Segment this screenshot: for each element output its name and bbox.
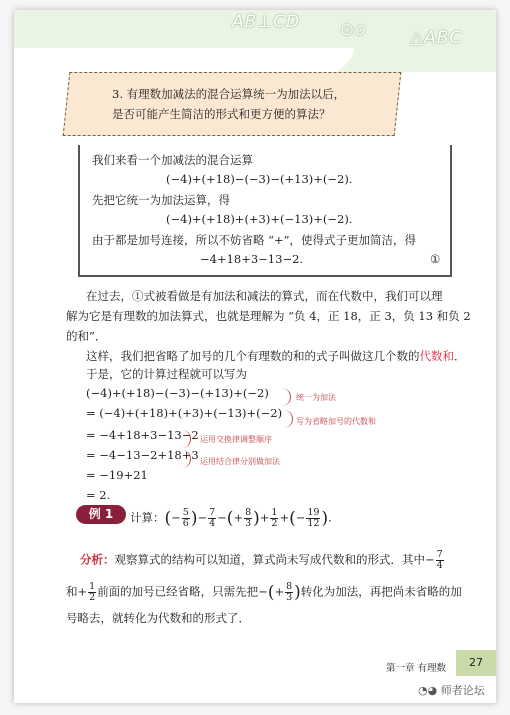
fraction: $\frac{7}{4}$	[209, 507, 216, 529]
header-deco-circle: ⊙o	[340, 20, 367, 40]
question-line: 3. 有理数加减法的混合运算统一为加法以后，	[112, 87, 346, 101]
page-number: 27	[456, 650, 496, 676]
analysis-text: 和	[66, 584, 78, 599]
fraction: $\frac{8}{3}$	[245, 507, 252, 529]
fraction: $\frac{1}{2}$	[89, 581, 96, 603]
equation-number: ①	[430, 252, 441, 266]
step-line: = (−4)+(+18)+(+3)+(−13)+(−2)	[86, 406, 283, 420]
fraction: $\frac{7}{4}$	[436, 549, 443, 571]
box-line: 我们来看一个加减法的混合运算	[92, 153, 253, 167]
textbook-page	[14, 10, 496, 703]
annotation-note: 写为省略加号的代数和	[296, 417, 376, 426]
analysis-line: 分析：观察算式的结构可以知道，算式尚未写成代数和的形式．其中− $\frac{7}{4}$	[80, 549, 443, 571]
example-expression: 计算：(− $\frac{5}{6}$ )− $\frac{7}{4}$ −(+ $\frac{8}{3}$ )+ $\frac{1}{2}$ +(− $\frac{19}{12}$ ).	[130, 507, 332, 529]
box-line: 先把它统一为加法运算，得	[92, 193, 230, 207]
analysis-text: 前面的加号已经省略，只需先把	[97, 584, 259, 599]
paragraph-line: 解为它是有理数的加法算式，也就是理解为 “负 4，正 18，正 3，负 13 和负 2	[66, 309, 471, 323]
question-text	[112, 84, 412, 124]
step-line: = −4+18+3−13−2	[86, 428, 199, 442]
box-expression: −4+18+3−13−2.	[200, 252, 304, 266]
step-line: (−4)+(+18)−(−3)−(+13)+(−2)	[86, 386, 269, 400]
term-algebraic-sum: 代数和	[419, 349, 454, 363]
analysis-line: 和+ $\frac{1}{2}$ 前面的加号已经省略，只需先把−(+ $\frac{8}{3}$ )转化为加法，再把尚未省略的加	[66, 581, 462, 603]
wechat-icon: ◔◕	[418, 684, 438, 697]
paragraph-text: 这样，我们把省略了加号的几个有理数的和的式子叫做这几个数的	[86, 349, 420, 363]
watermark-text: 师者论坛	[440, 684, 485, 697]
fraction: $\frac{8}{3}$	[286, 581, 293, 603]
box-line: 由于都是加号连接，所以不妨省略 “+”，使得式子更加简洁，得	[92, 233, 417, 247]
box-expression: (−4)+(+18)+(+3)+(−13)+(−2).	[166, 212, 353, 226]
annotation-note: 运用结合律分别做加法	[200, 457, 280, 466]
example-badge: 例 1	[76, 505, 126, 524]
question-line: 是否可能产生简洁的形式和更方便的算法？	[112, 107, 331, 121]
annotation-note: 统一为加法	[296, 393, 336, 402]
paragraph-text: ．	[454, 349, 466, 363]
paragraph-line	[86, 348, 466, 364]
analysis-text: 转化为加法，再把尚未省略的加	[300, 584, 462, 599]
annotation-brace	[282, 388, 291, 406]
analysis-label: 分析：	[80, 552, 115, 567]
watermark	[418, 682, 485, 698]
paragraph-line: 在过去，①式被看做是有加法和减法的算式，而在代数中，我们可以理	[86, 289, 443, 303]
header-deco-perpendicular: AB⊥CD	[232, 12, 301, 32]
annotation-brace	[284, 410, 293, 428]
header-deco-triangle: △ABC	[410, 28, 463, 48]
step-line: = −4−13−2+18+3	[86, 448, 199, 462]
fraction: $\frac{5}{6}$	[182, 507, 189, 529]
step-line: = −19+21	[86, 468, 148, 482]
fraction: $\frac{19}{12}$	[307, 507, 320, 529]
paragraph-line: 的和”．	[66, 329, 107, 343]
paragraph-line: 于是，它的计算过程就可以写为	[86, 367, 247, 381]
analysis-text: 观察算式的结构可以知道，算式尚未写成代数和的形式．其中	[114, 552, 425, 567]
step-line: = 2.	[86, 488, 111, 502]
chapter-title: 第一章 有理数	[386, 663, 447, 674]
fraction: $\frac{1}{2}$	[271, 507, 278, 529]
example-label: 计算：	[130, 510, 165, 525]
analysis-line: 号略去，就转化为代数和的形式了．	[66, 611, 250, 625]
box-expression: (−4)+(+18)−(−3)−(+13)+(−2).	[166, 172, 353, 186]
annotation-note: 运用交换律调整顺序	[200, 435, 272, 444]
